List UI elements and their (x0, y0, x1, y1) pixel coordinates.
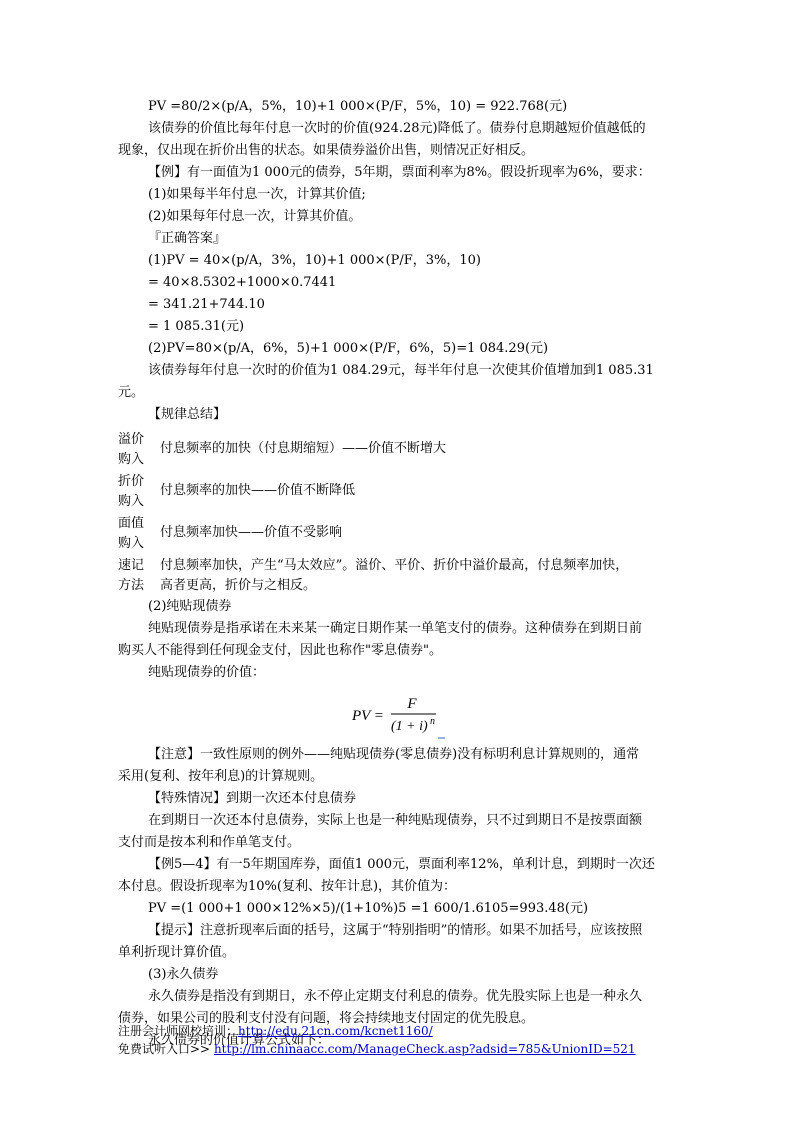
text-line: 纯贴现债券是指承诺在未来某一确定日期作某一单笔支付的债券。这种债券在到期日前 (148, 621, 643, 636)
note-line: 【注意】一致性原则的例外——纯贴现债券(零息债券)没有标明利息计算规则的，通常 (148, 747, 640, 762)
text-line: 永久债券的价值计算公式如下： (148, 1033, 331, 1048)
text-line: 该债券的价值比每年付息一次时的价值(924.28元)降低了。债券付息期越短价值越低的 (148, 121, 646, 136)
rules-table-cell: 付息频率加快，产生“马太效应”。溢价、平价、折价中溢价最高，付息频率加快， 高者更高，折价与之相反。 (160, 558, 629, 593)
rules-table-cell: 付息频率的加快（付息期缩短）——价值不断增大 (160, 441, 447, 456)
special-case-heading: 【特殊情况】到期一次还本付息债券 (148, 791, 357, 806)
footer-label: 免费试听入口>> (118, 1042, 214, 1056)
rules-table-cell: 付息频率的加快——价值不断降低 (160, 483, 356, 498)
text-line: = 341.21+744.10 (148, 297, 265, 312)
text-line: 该债券每年付息一次时的价值为1 084.29元，每半年付息一次使其价值增加到1 085.31 (148, 363, 654, 378)
text-line: (1)PV = 40×(p/A，3%，10)+1 000×(P/F，3%，10) (148, 253, 481, 268)
hint-line: 【提示】注意折现率后面的括号，这属于“特别指明”的情形。如果不加括号，应该按照 (148, 923, 643, 938)
text-line: = 40×8.5302+1000×0.7441 (148, 275, 337, 290)
rules-table-cell: 付息频率加快——价值不受影响 (160, 525, 343, 540)
text-line: 本付息。假设折现率为10%(复利、按年计息)，其价值为： (118, 879, 457, 894)
rules-table-header-cell: 速记 方法 (118, 558, 145, 593)
text-line: 永久债券是指没有到期日，永不停止定期支付利息的债券。优先股实际上也是一种永久 (148, 989, 643, 1004)
rules-table-header-cell: 折价 购入 (118, 474, 145, 509)
text-line: 单利折现计算价值。 (118, 945, 236, 960)
footer-line-2 (118, 1040, 636, 1058)
footer-link-trial[interactable]: http://lm.chinaacc.com/ManageCheck.asp?adsid=785&UnionID=521 (213, 1042, 636, 1056)
footer-line-1 (118, 1022, 636, 1040)
formula-lhs: PV = (352, 708, 384, 724)
text-line: 采用(复利、按年利息)的计算规则。 (118, 769, 324, 784)
pure-discount-bond-formula (118, 684, 678, 744)
formula-denominator: (1 + i) (391, 719, 428, 734)
text-line: 在到期日一次还本付息债券，实际上也是一种纯贴现债券，只不过到期日不是按票面额 (148, 813, 643, 828)
summary-heading: 【规律总结】 (148, 407, 227, 422)
rules-table-header-cell: 面值 购入 (118, 516, 145, 551)
example-heading: 【例5—4】有一5年期国库券，面值1 000元，票面利率12%，单利计息，到期时一次还 (148, 857, 655, 872)
footer-link-training[interactable]: http://edu.21cn.com/kcnet1160/ (238, 1024, 433, 1038)
answer-heading: 『正确答案』 (148, 231, 227, 246)
text-line: (1)如果每半年付息一次，计算其价值; (148, 187, 366, 202)
example-heading: 【例】有一面值为1 000元的债券，5年期，票面利率为8%。假设折现率为6%，要求： (148, 165, 651, 180)
text-line: 债券，如果公司的股利支付没有问题，将会持续地支付固定的优先股息。 (118, 1011, 535, 1026)
footer-label: 注册会计师网校培训： (118, 1024, 239, 1038)
text-line: 购买人不能得到任何现金支付，因此也称作"零息债券"。 (118, 643, 442, 658)
rules-table (118, 428, 678, 596)
text-line: PV =80/2×(p/A，5%，10)+1 000×(P/F，5%，10) = 922.768(元) (148, 99, 568, 114)
text-line: 支付而是按本利和作单笔支付。 (118, 835, 301, 850)
section-heading: (3)永久债券 (148, 967, 219, 982)
text-line: (2)如果每年付息一次，计算其价值。 (148, 209, 362, 224)
text-line: (2)PV=80×(p/A，6%，5)+1 000×(P/F，6%，5)=1 084.29(元) (148, 341, 549, 356)
formula-image (350, 692, 446, 740)
text-line: 元。 (118, 385, 145, 400)
rules-table-header-cell: 溢价 购入 (118, 432, 145, 467)
page-footer (118, 1022, 636, 1058)
formula-exponent: n (430, 716, 435, 727)
text-line: = 1 085.31(元) (148, 319, 245, 334)
formula-numerator: F (407, 696, 417, 712)
document-body (118, 96, 678, 1052)
text-line: 纯贴现债券的价值： (148, 665, 266, 680)
text-line: 现象，仅出现在折价出售的状态。如果债券溢价出售，则情况正好相反。 (118, 143, 535, 158)
text-line: PV =(1 000+1 000×12%×5)/(1+10%)5 =1 600/1.6105=993.48(元) (148, 901, 589, 916)
section-heading: (2)纯贴现债券 (148, 599, 232, 614)
